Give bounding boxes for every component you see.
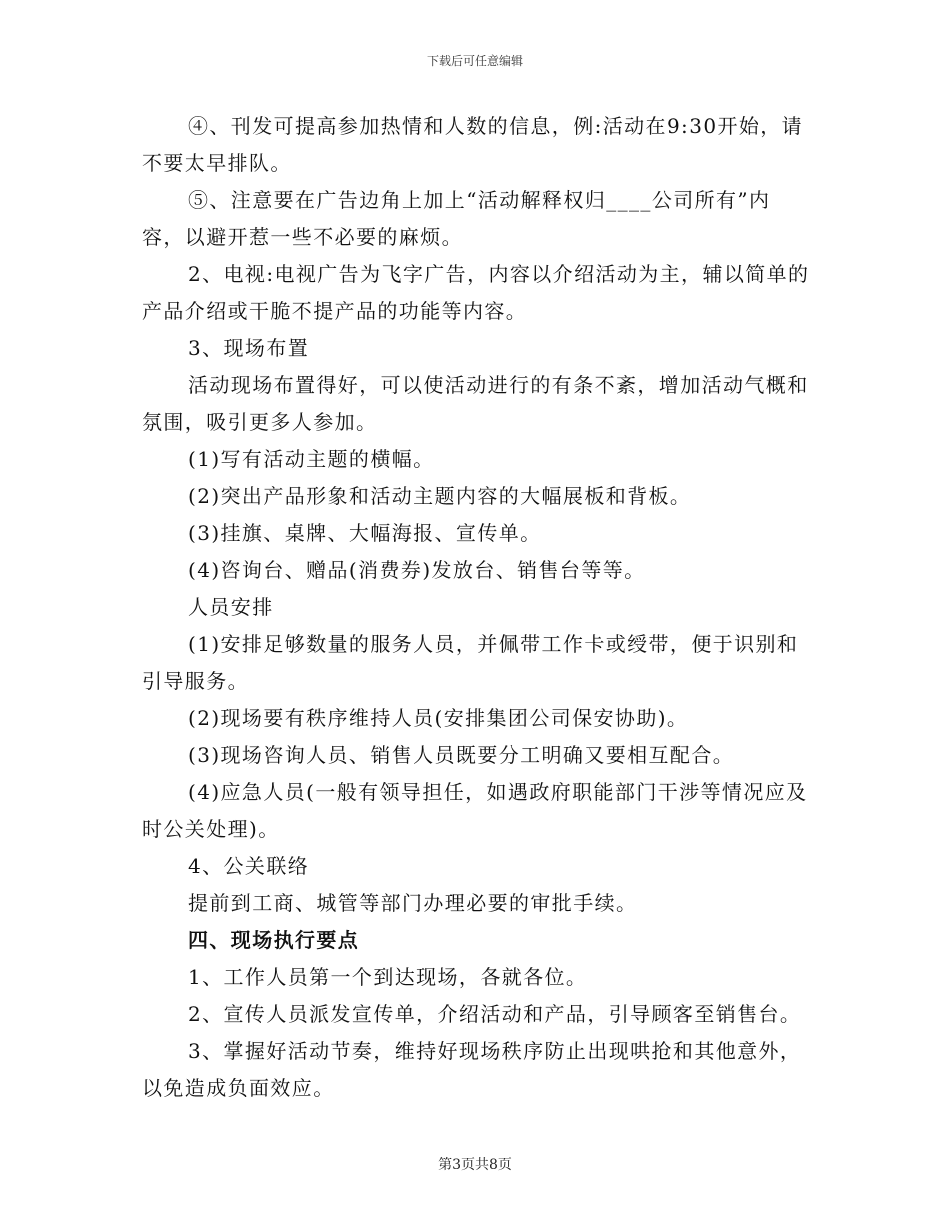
paragraph-approvals: 提前到工商、城管等部门办理必要的审批手续。: [188, 891, 638, 915]
list-item-emergency-staff: (4)应急人员(一般有领导担任，如遇政府职能部门干涉等情况应及时公关处理)。: [142, 780, 808, 841]
list-item-sales-staff: (3)现场咨询人员、销售人员既要分工明确又要相互配合。: [188, 743, 735, 767]
list-item-counters: (4)咨询台、赠品(消费券)发放台、销售台等等。: [188, 558, 646, 582]
page-footer: 第3页共8页: [438, 1157, 512, 1173]
heading-staffing: 人员安排: [188, 595, 274, 619]
list-item-display-board: (2)突出产品形象和活动主题内容的大幅展板和背板。: [188, 484, 692, 508]
list-item-flags: (3)挂旗、桌牌、大幅海报、宣传单。: [188, 521, 542, 545]
paragraph-site-layout-intro: 活动现场布置得好，可以使活动进行的有条不紊，增加活动气概和氛围，吸引更多人参加。: [142, 373, 809, 434]
list-item-leaflets: 2、宣传人员派发宣传单，介绍活动和产品，引导顾客至销售台。: [188, 1002, 802, 1026]
paragraph-tv: 2、电视:电视广告为飞字广告，内容以介绍活动为主，辅以简单的产品介绍或干脆不提产品的功能等内容。: [142, 262, 810, 323]
heading-site-layout: 3、现场布置: [188, 336, 310, 360]
heading-public-relations: 4、公关联络: [188, 854, 310, 878]
paragraph-publish-info: ④、刊发可提高参加热情和人数的信息，例:活动在9:30开始，请不要太早排队。: [142, 114, 804, 175]
list-item-service-staff: (1)安排足够数量的服务人员，并佩带工作卡或绶带，便于识别和引导服务。: [142, 632, 799, 693]
list-item-arrive-first: 1、工作人员第一个到达现场，各就各位。: [188, 965, 588, 989]
list-item-pace: 3、掌握好活动节奏，维持好现场秩序防止出现哄抢和其他意外，以免造成负面效应。: [142, 1039, 802, 1100]
list-item-banner: (1)写有活动主题的横幅。: [188, 447, 435, 471]
list-item-order-staff: (2)现场要有秩序维持人员(安排集团公司保安协助)。: [188, 706, 689, 730]
document-body: [142, 108, 810, 1107]
section-heading-execution: 四、现场执行要点: [188, 928, 360, 952]
page-header: 下载后可任意编辑: [426, 54, 523, 68]
paragraph-ad-notice: ⑤、注意要在广告边角上加上“活动解释权归____公司所有”内容，以避开惹一些不必要的麻烦。: [142, 188, 771, 249]
